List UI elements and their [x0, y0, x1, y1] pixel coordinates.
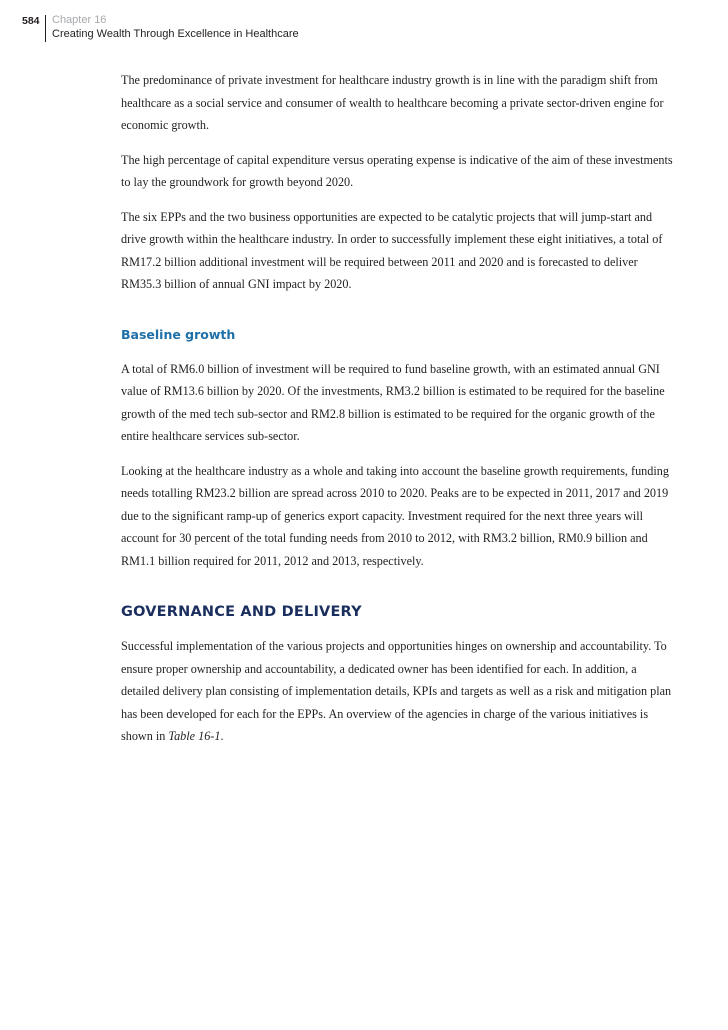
baseline-paragraph-1: A total of RM6.0 billion of investment will be required to fund baseline growth, with an estimated annual GNI value of RM13.6 billion by 2020. Of the investments, RM3.2 billion is estimated to be required for the baseline growth of the med tech sub-sector and RM2.8 billion is estimated to be required for the organic growth of the entire healthcare services sub-sector.: [121, 361, 665, 443]
governance-text-end: .: [220, 729, 224, 743]
intro-paragraph-1: The predominance of private investment for healthcare industry growth is in line with the paradigm shift from healthcare as a social service and consumer of wealth to healthcare becoming a private sector-driven engine for economic growth.: [121, 73, 664, 132]
chapter-title: Creating Wealth Through Excellence in Healthcare: [52, 28, 299, 40]
governance-text: Successful implementation of the various projects and opportunities hinges on ownership and accountability. To ensure proper ownership and accountability, a dedicated owner has been identified for each. In addition, a detailed delivery plan consisting of implementation details, KPIs and targets as well as a risk and mitigation plan has been developed for each for the EPPs. An overview of the agencies in charge of the various initiatives is shown in: [121, 639, 672, 743]
intro-paragraph-3: The six EPPs and the two business opportunities are expected to be catalytic projects that will jump-start and drive growth within the healthcare industry. In order to successfully implement these eight initiatives, a total of RM17.2 billion additional investment will be required between 2011 and 2020 and is forecasted to deliver RM35.3 billion of annual GNI impact by 2020.: [121, 209, 663, 291]
intro-paragraph-2: The high percentage of capital expenditure versus operating expense is indicative of the aim of these investments to lay the groundwork for growth beyond 2020.: [121, 152, 673, 189]
governance-heading: GOVERNANCE AND DELIVERY: [121, 604, 362, 620]
baseline-growth-heading: Baseline growth: [121, 326, 236, 342]
main-content: [121, 69, 675, 760]
chapter-label: Chapter 16: [52, 14, 107, 26]
page-number: 584: [22, 15, 40, 27]
governance-paragraph-1: [121, 635, 675, 748]
baseline-paragraph-2: Looking at the healthcare industry as a whole and taking into account the baseline growth requirements, funding needs totalling RM23.2 billion are spread across 2010 to 2020. Peaks are to be expected in 2011, 2017 and 2019 due to the significant ramp-up of generics export capacity. Investment required for the next three years will account for 30 percent of the total funding needs from 2010 to 2012, with RM3.2 billion, RM0.9 billion and RM1.1 billion required for 2011, 2012 and 2013, respectively.: [121, 463, 669, 568]
header-divider: [45, 15, 46, 42]
table-reference: Table 16-1: [168, 729, 221, 743]
